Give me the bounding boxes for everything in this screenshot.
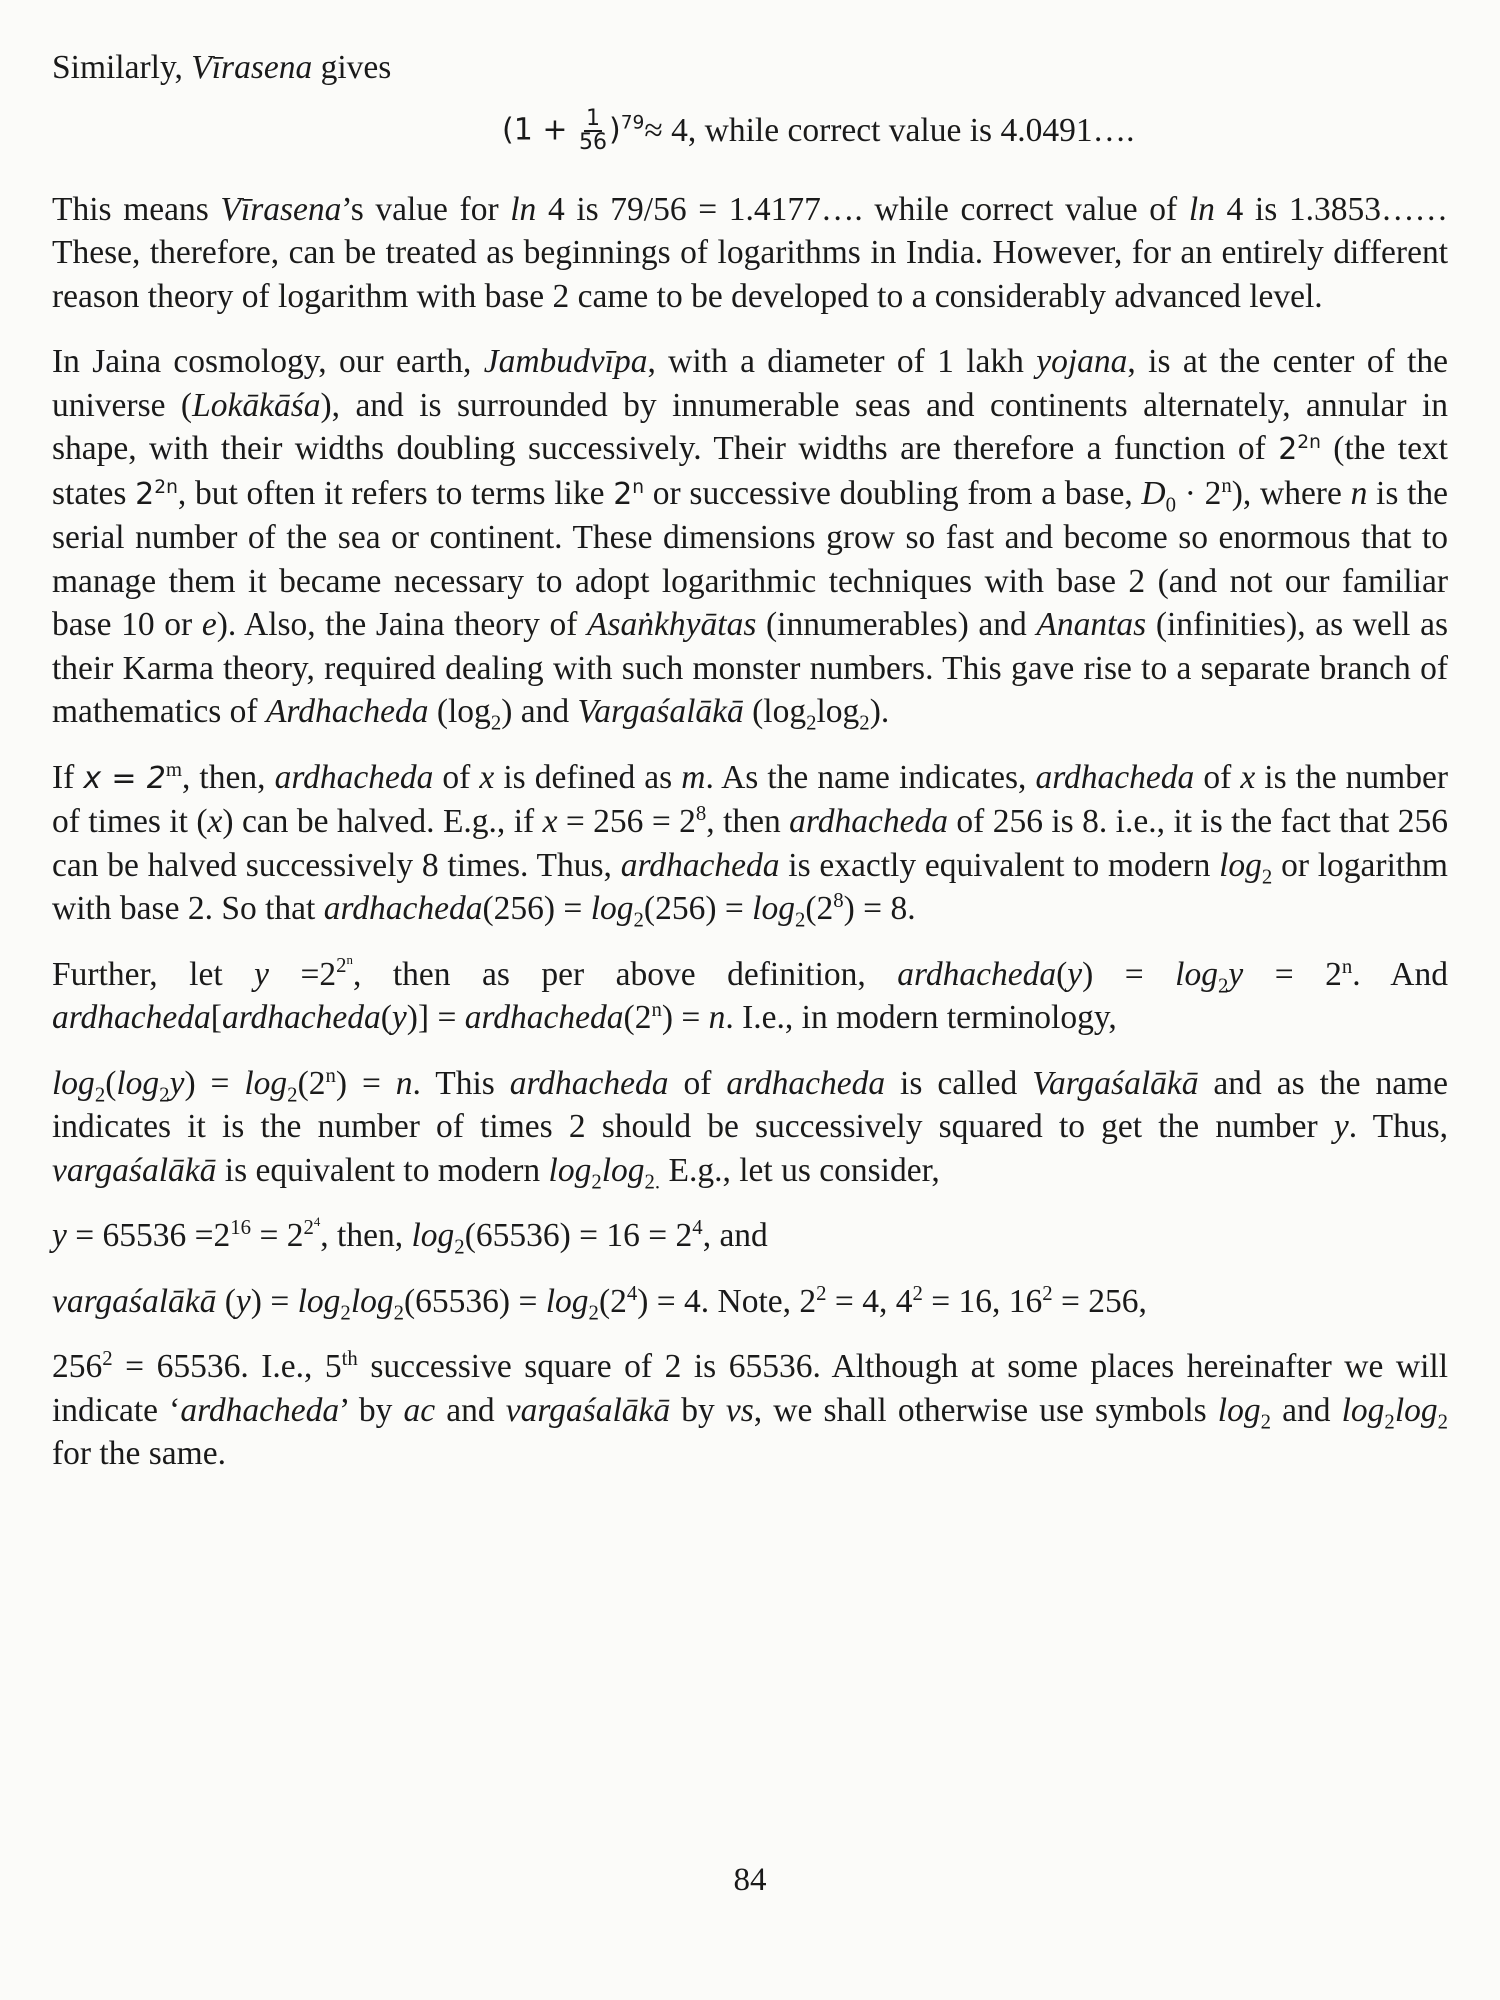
fraction: $\frac{1}{56}$	[579, 105, 607, 155]
equation-line: (1 + $\frac{1}{56}$ )$^{79}$ ≈ 4, while correct value is 4.0491….	[502, 105, 1135, 155]
page-number: 84	[733, 1862, 767, 1898]
paragraph-3: If $x = 2^m$, then, ardhacheda of x is defined as m. As the name indicates, ardhacheda of x is the number of times it (x) can be halved. E.g., if $x = 256 = 2^8$, then ardhacheda of 256 is 8. i.e., it is the fact that 256 can be halved successively 8 times. Thus, ardhacheda is exactly equivalent to modern $\log_2$ or logarithm with base 2. So that ardhacheda(256) = $\log_2(256) = \log_2(2^8) = 8$.	[52, 757, 1449, 932]
paragraph-6: $y = 65536 =2^{16} = 2^{2^4}$, then, $\log_2(65536) = 16 = 2^4$, and	[52, 1214, 768, 1259]
paragraph-4: Further, let $y =2^{2^n}$, then as per above definition, ardhacheda(y) = $\log_2y = 2^n$. And ardhacheda[ardhacheda(y)] = $ardhacheda(2^n) = n$. I.e., in modern terminology,	[52, 953, 1448, 1036]
equation: (1 + $\frac{1}{56}$ )$^{79}$	[502, 105, 645, 155]
intro-line: Similarly, Vīrasena gives	[52, 49, 392, 86]
paragraph-8: $256^2 = 65536$. I.e., 5th successive square of 2 is 65536. Although at some places hereinafter we will indicate ‘ardhacheda’ by ac and vargaśalākā by vs, we shall otherwise use symbols $\log_2$ and $\log_2\log_2$ for the same.	[52, 1346, 1449, 1472]
paragraph-7: vargaśalākā $(y) = \log_2\log_2(65536) = \log_2(2^4) = 4$. Note, $2^2 = 4$, $4^2 = 16$, $16^2 = 256$,	[52, 1281, 1147, 1325]
paragraph-1: This means Vīrasena’s value for ln 4 is 79/56 = 1.4177…. while correct value of ln 4 is 1.3853…… These, therefore, can be treated as beginnings of logarithms in India. However, for an entirely different reason theory of logarithm with base 2 came to be developed to a considerably advanced level.	[52, 190, 1448, 315]
paragraph-2: In Jaina cosmology, our earth, Jambudvīpa, with a diameter of 1 lakh yojana, is at the center of the universe (Lokākāśa), and is surrounded by innumerable seas and continents alternately, annular in shape, with their widths doubling successively. Their widths are therefore a function of $2^{2n}$ (the text states $2^{2n}$, but often it refers to terms like 2$^n$ or successive doubling from a base, $D_0 \cdot 2^n$), where n is the serial number of the sea or continent. These dimensions grow so fast and become so enormous that to manage them it became necessary to adopt logarithmic techniques with base 2 (and not our familiar base 10 or e). Also, the Jaina theory of Asaṅkhyātas (innumerables) and Anantas (infinities), as well as their Karma theory, required dealing with such monster numbers. This gave rise to a separate branch of mathematics of Ardhacheda $(\log_2)$ and Vargaśalākā $(\log_2\log_2)$.	[52, 343, 1449, 735]
body-text	[52, 46, 1448, 1476]
paragraph-5: $\log_2(\log_2y) = \log_2(2^n) = n$. This ardhacheda of ardhacheda is called Vargaśalākā and as the name indicates it is the number of times 2 should be successively squared to get the number y. Thus, vargaśalākā is equivalent to modern $\log_2\log_{2.}$ E.g., let us consider,	[52, 1063, 1448, 1194]
